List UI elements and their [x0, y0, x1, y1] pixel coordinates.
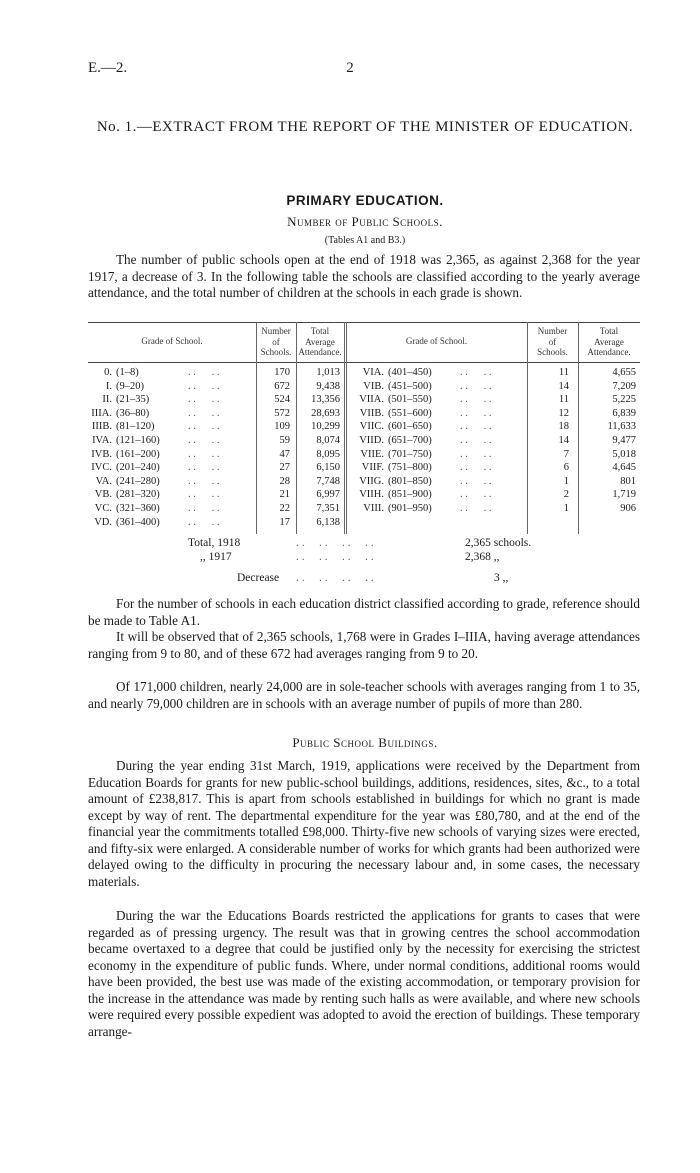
cell-attendance: 7,209: [612, 380, 636, 392]
table-row: [88, 434, 640, 447]
cell-grade: VA.: [95, 475, 112, 487]
table-row: [88, 366, 640, 379]
cell-range: (321–360): [116, 503, 160, 514]
cell-grade: 0.: [104, 367, 112, 378]
cell-attendance: 6,138: [316, 516, 340, 528]
schools-table: [88, 322, 640, 582]
total-1917-label: ,, 1917: [200, 551, 232, 563]
cell-range: (751–800): [388, 462, 432, 474]
dot-leader: . . . .: [188, 435, 220, 446]
header-line: Average: [594, 336, 624, 347]
cell-attendance: 7,351: [316, 503, 340, 514]
cell-range: (21–35): [116, 394, 150, 406]
paragraph-children: [88, 679, 640, 712]
total-1917-value: 2,368 ,,: [465, 551, 500, 563]
cell-grade: II.: [102, 394, 112, 406]
cell-schools: 524: [274, 394, 290, 406]
cell-attendance: 4,655: [612, 367, 636, 378]
cell-range: (201–240): [116, 462, 160, 474]
cell-grade: IIIB.: [91, 421, 112, 433]
cell-range: (121–160): [116, 435, 160, 446]
buildings-heading: Public School Buildings.: [292, 735, 438, 750]
table-row: [88, 502, 640, 515]
cell-grade: VIIF.: [361, 462, 384, 474]
dot-leader: . . . .: [188, 475, 220, 487]
cell-attendance: 6,997: [316, 489, 340, 501]
page-number: 2: [346, 60, 354, 76]
cell-grade: VIIA.: [359, 394, 384, 406]
cell-attendance: 1,719: [612, 489, 636, 501]
header-line: Total: [599, 326, 619, 336]
paragraph-war-restrictions: [88, 908, 640, 1040]
cell-attendance: 4,645: [612, 462, 636, 474]
cell-range: (601–650): [388, 421, 432, 433]
cell-grade: VIIC.: [359, 421, 384, 433]
table-top-rule: [88, 322, 640, 323]
dot-leader: . . . .: [460, 503, 492, 514]
cell-grade: VIIH.: [359, 489, 384, 501]
cell-schools: 572: [274, 407, 290, 419]
dot-leader: . . . .: [188, 462, 220, 474]
dot-leader: . . . .: [460, 462, 492, 474]
cell-attendance: 10,299: [311, 421, 340, 433]
dot-leader: . . . .: [460, 367, 492, 378]
tables-reference: (Tables A1 and B3.): [324, 235, 406, 246]
dot-leader: . . . .: [188, 367, 220, 378]
section-subheading: Number of Public Schools.: [287, 214, 443, 229]
cell-attendance: 5,225: [612, 394, 636, 406]
dot-leader: . . . . . . . .: [296, 551, 374, 563]
cell-range: (901–950): [388, 503, 432, 514]
header-line: Total: [310, 326, 330, 336]
dot-leader: . . . .: [188, 516, 220, 528]
dot-leader: . . . .: [188, 503, 220, 514]
cell-range: (81–120): [116, 421, 155, 433]
header-line: of: [272, 336, 280, 347]
cell-range: (241–280): [116, 475, 160, 487]
header-number-left: [256, 326, 296, 358]
table-row: [88, 407, 640, 420]
cell-grade: IIIA.: [91, 407, 112, 419]
cell-attendance: 9,438: [316, 380, 340, 392]
dot-leader: . . . .: [188, 380, 220, 392]
cell-range: (281–320): [116, 489, 160, 501]
header-line: Schools.: [537, 347, 568, 357]
dot-leader: . . . .: [460, 421, 492, 433]
cell-schools: 47: [279, 448, 290, 460]
cell-grade: VD.: [94, 516, 112, 528]
cell-range: (401–450): [388, 367, 432, 378]
table-row: [88, 475, 640, 488]
table-header-rule: [88, 362, 640, 363]
paragraph-applications: [88, 758, 640, 890]
table-row: [88, 380, 640, 393]
cell-grade: VIB.: [363, 380, 384, 392]
cell-grade: VIIB.: [359, 407, 384, 419]
header-grade-left: Grade of School.: [141, 336, 203, 346]
paragraph-text: It will be observed that of 2,365 schools, 1,768 were in Grades I–IIIA, having average attendances ranging from 9 to 80, and of these 672 had averages ranging from 9 to 20.: [88, 629, 640, 661]
paragraph-text: Of 171,000 children, nearly 24,000 are in sole-teacher schools with averages ranging from 1 to 35, and nearly 79,000 children are in schools with an average number of pupils of more than 280.: [88, 679, 640, 711]
cell-attendance: 906: [620, 503, 636, 514]
document-title: No. 1.—EXTRACT FROM THE REPORT OF THE MINISTER OF EDUCATION.: [96, 119, 634, 135]
cell-schools: 1: [563, 475, 569, 487]
cell-attendance: 8,095: [316, 448, 340, 460]
cell-grade: VB.: [94, 489, 112, 501]
table-row: [88, 393, 640, 406]
cell-attendance: 9,477: [612, 435, 636, 446]
cell-range: (701–750): [388, 448, 432, 460]
cell-schools: 17: [279, 516, 290, 528]
cell-grade: VIIG.: [359, 475, 384, 487]
cell-schools: 170: [274, 367, 290, 378]
dot-leader: . . . .: [460, 475, 492, 487]
header-line: Schools.: [260, 347, 292, 357]
cell-attendance: 28,693: [311, 407, 340, 419]
header-number-right: [527, 326, 578, 358]
decrease-value: 3 ,,: [494, 572, 509, 584]
cell-range: (9–20): [116, 380, 144, 392]
section-heading: PRIMARY EDUCATION.: [286, 193, 444, 208]
cell-schools: 672: [274, 380, 290, 392]
cell-range: (36–80): [116, 407, 150, 419]
cell-attendance: 5,018: [612, 448, 636, 460]
cell-schools: 11: [558, 394, 569, 406]
table-row: [88, 516, 640, 529]
cell-grade: I.: [105, 380, 112, 392]
header-line: Number: [261, 326, 291, 336]
dot-leader: . . . .: [460, 489, 492, 501]
cell-grade: VIID.: [359, 435, 384, 446]
cell-range: (551–600): [388, 407, 432, 419]
cell-grade: VC.: [94, 503, 112, 514]
total-1918-value: 2,365 schools.: [465, 537, 532, 549]
cell-grade: VIIE.: [360, 448, 384, 460]
cell-range: (161–200): [116, 448, 160, 460]
dot-leader: . . . .: [460, 407, 492, 419]
cell-schools: 12: [558, 407, 569, 419]
cell-range: (451–500): [388, 380, 432, 392]
cell-schools: 59: [279, 435, 290, 446]
intro-text: The number of public schools open at the end of 1918 was 2,365, as against 2,368 for the year 1917, a decrease of 3. In the following table the schools are classified according to the yearly average attendance, and the total number of children at the schools in each grade is shown.: [88, 252, 640, 300]
cell-grade: IVB.: [91, 448, 112, 460]
cell-schools: 28: [279, 475, 290, 487]
intro-paragraph: [88, 252, 640, 302]
cell-attendance: 1,013: [316, 367, 340, 378]
dot-leader: . . . .: [460, 380, 492, 392]
dot-leader: . . . .: [460, 394, 492, 406]
cell-schools: 14: [558, 435, 569, 446]
cell-attendance: 13,356: [311, 394, 340, 406]
dot-leader: . . . .: [188, 489, 220, 501]
cell-schools: 27: [279, 462, 290, 474]
cell-schools: 2: [563, 489, 569, 501]
header-line: Attendance.: [587, 347, 631, 357]
dot-leader: . . . .: [460, 435, 492, 446]
dot-leader: . . . . . . . .: [296, 572, 374, 584]
page-code: E.—2.: [88, 60, 128, 76]
dot-leader: . . . .: [188, 394, 220, 406]
cell-schools: 18: [558, 421, 569, 433]
cell-schools: 6: [563, 462, 569, 474]
dot-leader: . . . .: [188, 448, 220, 460]
cell-attendance: 801: [620, 475, 636, 487]
cell-grade: VIII.: [363, 503, 384, 514]
table-row: [88, 488, 640, 501]
cell-attendance: 7,748: [316, 475, 340, 487]
cell-range: (801–850): [388, 475, 432, 487]
cell-schools: 109: [274, 421, 290, 433]
header-grade-right: Grade of School.: [405, 336, 468, 346]
cell-range: (651–700): [388, 435, 432, 446]
cell-schools: 14: [558, 380, 569, 392]
cell-range: (501–550): [388, 394, 432, 406]
header-line: of: [548, 336, 557, 347]
table-row: [88, 448, 640, 461]
header-line: Attendance.: [298, 347, 342, 357]
total-1918-label: Total, 1918: [188, 537, 241, 549]
header-line: Average: [305, 336, 335, 347]
cell-attendance: 6,839: [612, 407, 636, 419]
dot-leader: . . . .: [188, 421, 220, 433]
cell-range: (1–8): [116, 367, 139, 378]
dot-leader: . . . .: [460, 448, 492, 460]
paragraph-text: For the number of schools in each education district classified according to grade, reference should be made to Table A1.: [88, 596, 640, 628]
table-row: [88, 420, 640, 433]
cell-schools: 7: [563, 448, 569, 460]
cell-grade: VIA.: [362, 367, 384, 378]
cell-attendance: 6,150: [316, 462, 340, 474]
header-attendance-left: [296, 326, 344, 358]
cell-attendance: 8,074: [316, 435, 340, 446]
cell-schools: 21: [279, 489, 290, 501]
paragraph-district: [88, 596, 640, 629]
cell-grade: IVA.: [92, 435, 112, 446]
dot-leader: . . . . . . . .: [296, 537, 374, 549]
paragraph-text: During the year ending 31st March, 1919, applications were received by the Department from Education Boards for grants for new public-school buildings, additions, residences, sites, &c., to a total amount of £238,817. This is apart from schools established in buildings for which no grant is made except by way of rent. The departmental expenditure for the year was £80,780, and at the end of the financial year the commitments totalled £98,000. Thirty-five new schools of varying sizes were erected, and fifty-six were enlarged. A considerable number of works for which grants had been authorized were delayed owing to the difficulty in procuring the necessary labour and, in some cases, the necessary materials.: [88, 758, 640, 889]
cell-grade: IVC.: [91, 462, 112, 474]
cell-range: (361–400): [116, 516, 160, 528]
cell-range: (851–900): [388, 489, 432, 501]
header-line: Number: [537, 326, 568, 336]
paragraph-text: During the war the Educations Boards restricted the applications for grants to cases that were regarded as of pressing urgency. The result was that in growing centres the school accommodation became overtaxed to a degree that could be justified only by the necessity for exercising the strictest economy in the expenditure of public funds. Where, under normal conditions, additional rooms would have been provided, the best use was made of the existing accommodation, or temporary provision for the increase in the attendance was made by renting such halls as were available, and where new schools were required every possible expedient was adopted to avoid the erection of buildings. These temporary arrange-: [88, 908, 640, 1039]
cell-attendance: 11,633: [607, 421, 636, 433]
table-row: [88, 461, 640, 474]
cell-schools: 1: [563, 503, 569, 514]
header-attendance-right: [578, 326, 640, 358]
paragraph-grades: [88, 629, 640, 662]
cell-schools: 11: [558, 367, 569, 378]
decrease-label: Decrease: [237, 572, 280, 584]
cell-schools: 22: [279, 503, 290, 514]
dot-leader: . . . .: [188, 407, 220, 419]
